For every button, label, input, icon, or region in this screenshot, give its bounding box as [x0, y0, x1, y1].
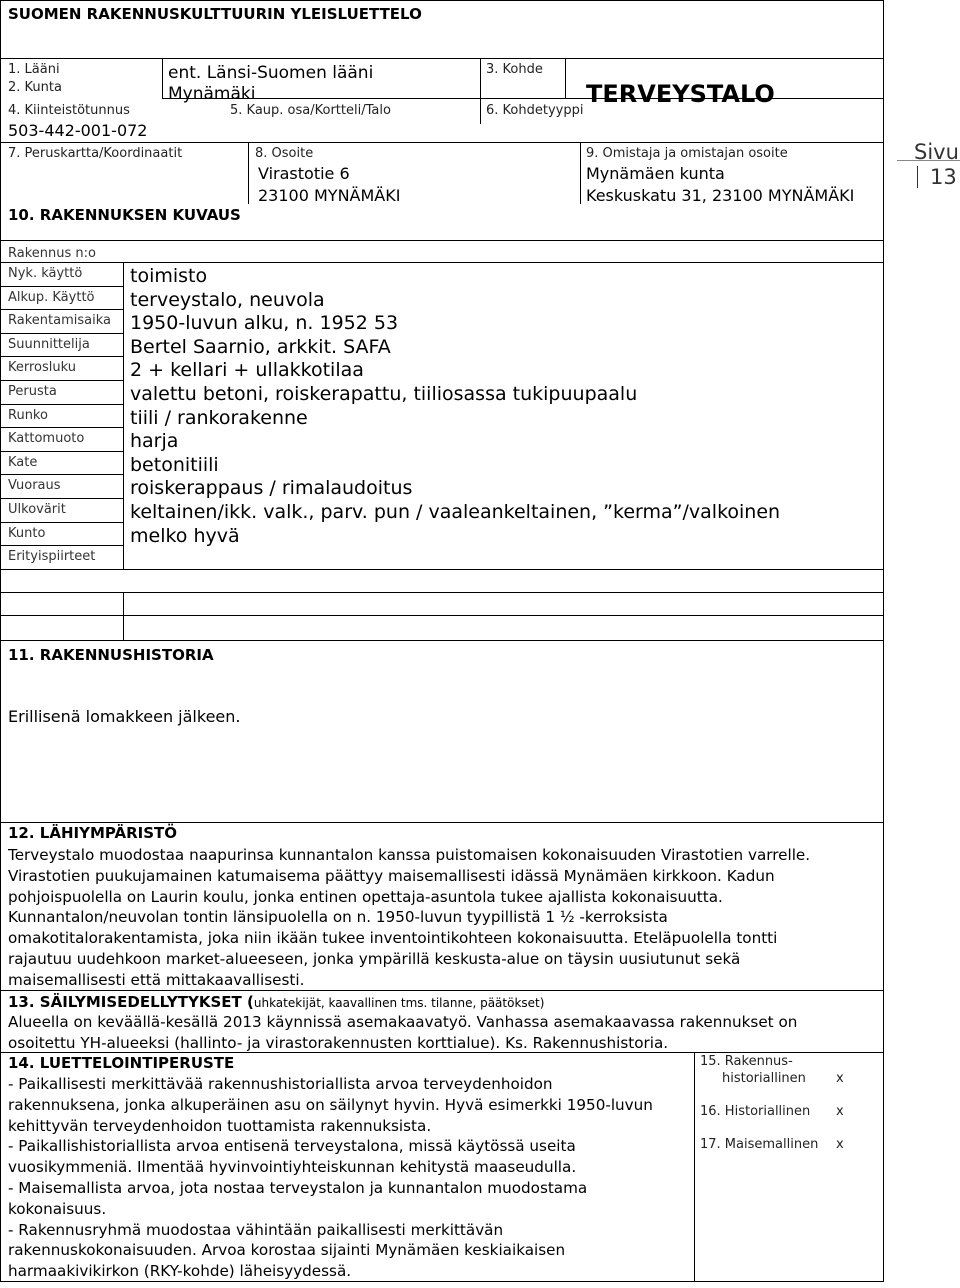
divider	[480, 58, 481, 124]
description-row-value: toimisto	[130, 265, 208, 287]
divider	[248, 142, 249, 204]
divider	[0, 333, 123, 334]
arvo-16-label: 16. Historiallinen	[700, 1104, 811, 1119]
description-row-value: valettu betoni, roiskerapattu, tiiliosassa tukipuupaalu	[130, 383, 638, 405]
page-label: Sivu	[914, 140, 959, 164]
description-row-label: Kate	[8, 454, 38, 470]
description-row-value: betonitiili	[130, 453, 219, 476]
divider	[694, 1052, 695, 1282]
luettelointi-line: kokonaisuus.	[8, 1199, 107, 1218]
divider	[0, 545, 123, 546]
arvo-15-mark: x	[836, 1071, 844, 1086]
osoite-line2: 23100 MYNÄMÄKI	[258, 186, 401, 205]
lahiymparisto-line: Kunnantalon/neuvolan tontin länsipuolella on n. 1950-luvun tyypillistä 1 ½ -kerroksista	[8, 908, 668, 927]
osoite-label: 8. Osoite	[255, 146, 314, 161]
omistaja-label: 9. Omistaja ja omistajan osoite	[586, 146, 788, 161]
divider	[0, 522, 123, 523]
description-row-value: Bertel Saarnio, arkkit. SAFA	[130, 335, 391, 358]
lahiymparisto-line: omakotitalorakentamista, joka niin ikään tukee inventointikohteen kokonaisuutta. Eteläpuolella tontti	[8, 929, 778, 948]
arvo-17-label: 17. Maisemallinen	[700, 1137, 819, 1152]
description-row-label: Kunto	[8, 525, 46, 541]
divider	[0, 404, 123, 405]
luettelointi-line: harmaakivikirkon (RKY-kohde) läheisyydessä.	[8, 1262, 352, 1281]
page-number: 13	[930, 165, 957, 189]
omistaja-line2: Keskuskatu 31, 23100 MYNÄMÄKI	[586, 186, 855, 205]
luettelointi-line: - Maisemallista arvoa, jota nostaa terveystalon ja kunnantalon muodostama	[8, 1179, 588, 1197]
rakennus-no-label: Rakennus n:o	[8, 246, 96, 261]
omistaja-line1: Mynämäen kunta	[586, 164, 725, 183]
description-row-value: 2 + kellari + ullakkotilaa	[130, 359, 364, 382]
divider	[0, 451, 123, 452]
lahiymparisto-title: 12. LÄHIYMPÄRISTÖ	[8, 824, 178, 842]
description-row-label: Ulkovärit	[8, 502, 66, 517]
description-row-label: Perusta	[8, 384, 57, 399]
divider	[565, 58, 566, 98]
divider	[0, 592, 884, 593]
divider	[162, 98, 884, 99]
divider	[0, 615, 884, 616]
description-row-value: harja	[130, 430, 179, 453]
description-row-value: tiili / rankorakenne	[130, 406, 308, 429]
description-row-label: Vuoraus	[8, 478, 61, 494]
arvo-15-label-1: 15. Rakennus-	[700, 1054, 793, 1069]
description-row-value: terveystalo, neuvola	[130, 288, 325, 311]
divider	[0, 640, 884, 641]
description-row-value: keltainen/ikk. valk., parv. pun / vaaleankeltainen, ”kerma”/valkoinen	[130, 501, 781, 523]
divider	[917, 166, 918, 188]
historia-text: Erillisenä lomakkeen jälkeen.	[8, 707, 241, 726]
divider	[0, 240, 884, 241]
description-row-value: melko hyvä	[130, 524, 240, 547]
laani-label: 1. Lääni	[8, 62, 60, 77]
luettelointi-line: - Paikallisesti merkittävää rakennushistoriallista arvoa terveydenhoidon	[8, 1075, 553, 1093]
divider	[897, 160, 960, 161]
kaup-label: 5. Kaup. osa/Kortteli/Talo	[230, 103, 391, 118]
description-row-value: roiskerappaus / rimalaudoitus	[130, 477, 413, 500]
divider	[0, 427, 123, 428]
description-row-label: Erityispiirteet	[8, 549, 96, 565]
osoite-line1: Virastotie 6	[258, 164, 350, 183]
arvo-15-label-2: historiallinen	[722, 1071, 806, 1086]
luettelointi-line: rakennuksena, jonka alkuperäinen asu on säilynyt hyvin. Hyvä esimerkki 1950-luvun	[8, 1095, 653, 1114]
sailyminen-line: Alueella on keväällä-kesällä 2013 käynnissä asemakaavatyö. Vanhassa asemakaavassa rakennukset on	[8, 1013, 798, 1031]
lahiymparisto-line: maisemallisesti että mittakaavallisesti.	[8, 970, 305, 989]
lahiymparisto-line: Virastotien puukujamainen katumaisema päättyy maisemallisesti idässä Mynämäen kirkkoon. Kadun	[8, 866, 775, 885]
divider	[0, 380, 123, 381]
divider	[0, 498, 123, 499]
lahiymparisto-line: rajautuu uudehkoon market-alueeseen, jonka ympärillä keskusta-alue on täysin uusiutunut sekä	[8, 950, 741, 968]
kohde-value: TERVEYSTALO	[586, 80, 775, 108]
divider	[0, 309, 123, 310]
luettelointi-title: 14. LUETTELOINTIPERUSTE	[8, 1054, 235, 1072]
description-row-label: Nyk. käyttö	[8, 266, 83, 281]
kohde-label: 3. Kohde	[486, 62, 543, 77]
divider	[580, 142, 581, 204]
historia-title: 11. RAKENNUSHISTORIA	[8, 646, 214, 664]
description-row-label: Kattomuoto	[8, 431, 85, 447]
lahiymparisto-line: pohjoispuolella on Laurin koulu, jonka entinen opettaja-asuntola tukee ajallista kokonaisuutta.	[8, 887, 723, 906]
divider	[0, 286, 123, 287]
divider	[0, 356, 123, 357]
luettelointi-line: rakennuskokonaisuuden. Arvoa korostaa sijainti Mynämäen keskiaikaisen	[8, 1241, 566, 1260]
divider	[0, 569, 884, 570]
luettelointi-line: kehittyvän terveydenhoidon tuottamista rakennuksista.	[8, 1116, 432, 1135]
divider	[123, 262, 124, 569]
form-title: SUOMEN RAKENNUSKULTTUURIN YLEISLUETTELO	[8, 5, 422, 23]
kunta-value: Mynämäki	[168, 84, 256, 104]
kohdetyyppi-label: 6. Kohdetyyppi	[486, 103, 584, 118]
sailyminen-title-note: uhkatekijät, kaavallinen tms. tilanne, päätökset)	[253, 996, 545, 1010]
description-row-value: 1950-luvun alku, n. 1952 53	[130, 312, 399, 335]
divider	[0, 58, 884, 59]
kunta-label: 2. Kunta	[8, 80, 62, 95]
description-row-label: Kerrosluku	[8, 360, 76, 376]
arvo-17-mark: x	[836, 1137, 844, 1152]
arvo-16-mark: x	[836, 1104, 844, 1119]
divider	[123, 592, 124, 640]
divider	[0, 142, 884, 143]
divider	[0, 990, 884, 991]
divider	[0, 822, 884, 823]
description-row-label: Alkup. Käyttö	[8, 289, 95, 305]
peruskartta-label: 7. Peruskartta/Koordinaatit	[8, 146, 183, 161]
luettelointi-line: vuosikymmeniä. Ilmentää hyvinvointiyhteiskunnan kehitystä maaseudulla.	[8, 1158, 577, 1177]
divider	[0, 1052, 884, 1053]
kiinteistotunnus-label: 4. Kiinteistötunnus	[8, 103, 130, 118]
lahiymparisto-line: Terveystalo muodostaa naapurinsa kunnantalon kanssa puistomaisen kokonaisuuden Virastotien varrelle.	[8, 846, 811, 864]
sailyminen-line: osoitettu YH-alueeksi (hallinto- ja virastorakennusten korttialue). Ks. Rakennushistoria.	[8, 1033, 669, 1052]
luettelointi-line: - Paikallishistoriallista arvoa entisenä terveystalona, missä käytössä useita	[8, 1137, 576, 1156]
description-row-label: Runko	[8, 407, 48, 423]
divider	[0, 474, 123, 475]
description-row-label: Rakentamisaika	[8, 313, 111, 329]
kiinteistotunnus-value: 503-442-001-072	[8, 121, 148, 140]
divider	[0, 262, 884, 263]
sailyminen-title	[8, 992, 544, 1011]
description-row-label: Suunnittelija	[8, 336, 90, 352]
laani-value: ent. Länsi-Suomen lääni	[168, 63, 374, 83]
sailyminen-title-main: 13. SÄILYMISEDELLYTYKSET (	[8, 993, 254, 1011]
luettelointi-line: - Rakennusryhmä muodostaa vähintään paikallisesti merkittävän	[8, 1220, 504, 1239]
kuvaus-title: 10. RAKENNUKSEN KUVAUS	[8, 206, 241, 224]
divider	[162, 58, 163, 98]
